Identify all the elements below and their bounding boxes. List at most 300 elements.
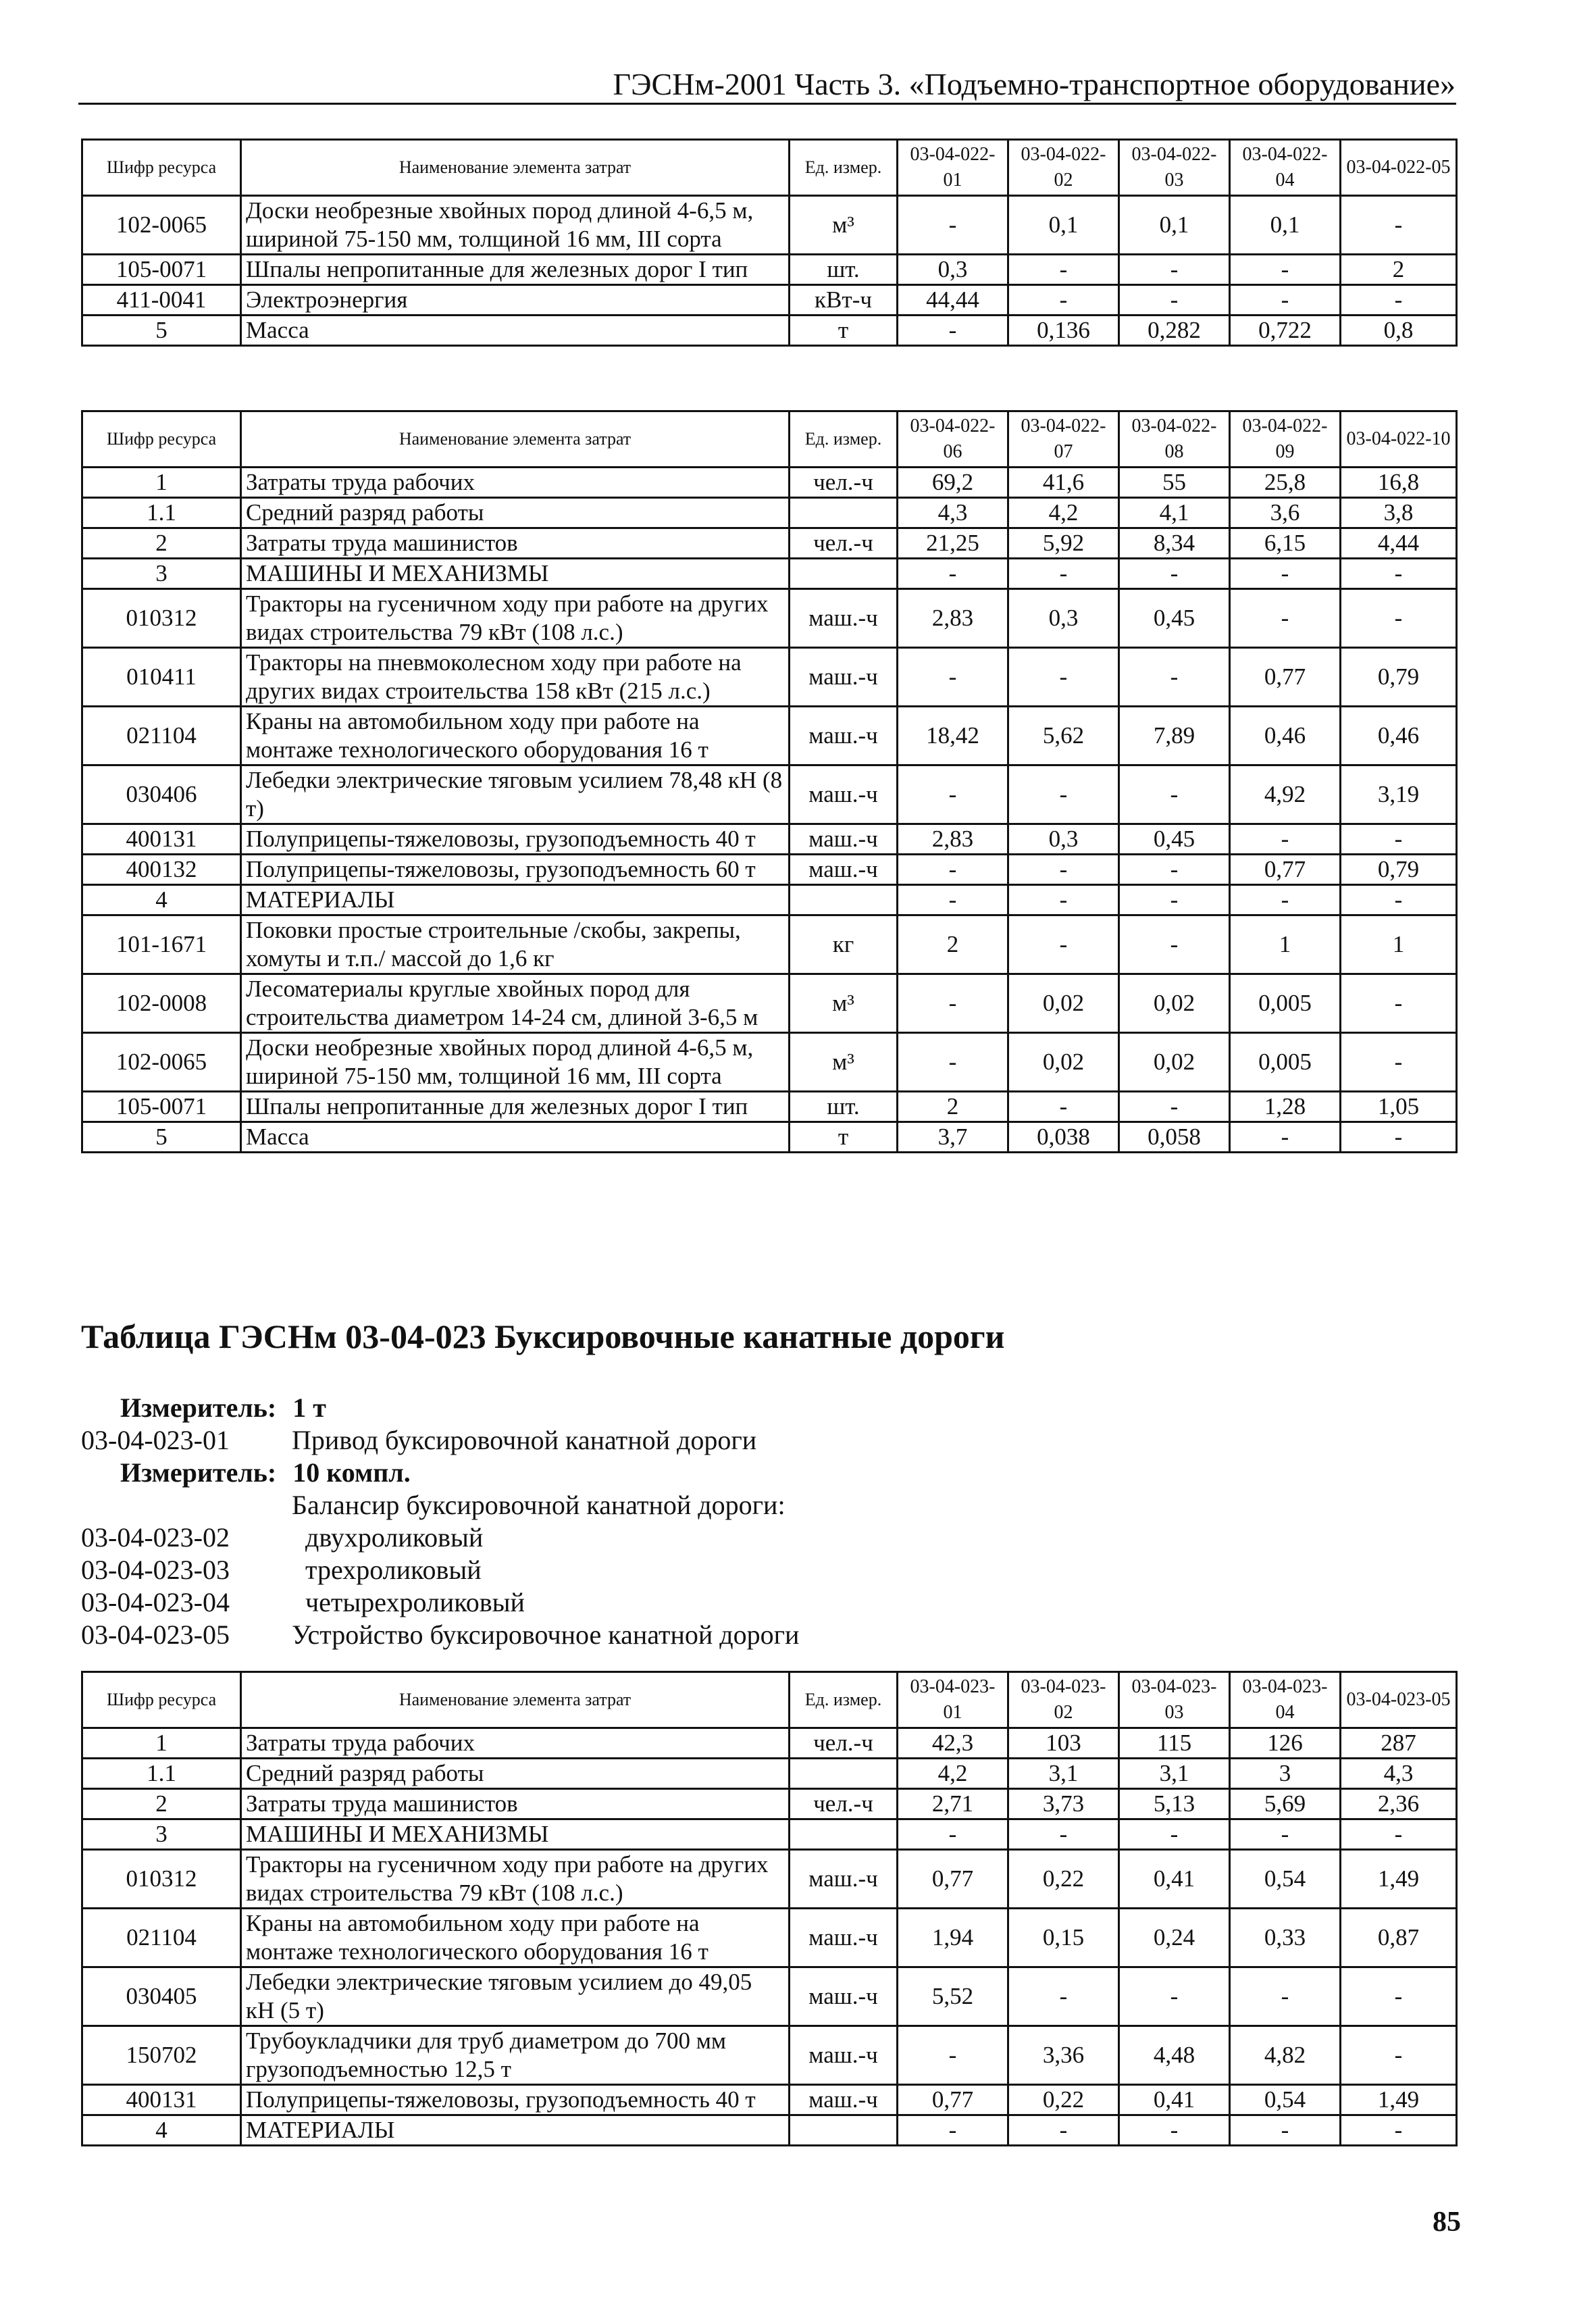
resource-name: Трубоукладчики для труб диаметром до 700 мм грузоподъемностью 12,5 т	[241, 2026, 790, 2085]
unit-header: Ед. измер.	[790, 411, 898, 468]
table-row	[82, 1759, 1457, 1789]
resource-value: 0,22	[1008, 1850, 1119, 1909]
resource-unit: маш.-ч	[790, 765, 898, 824]
resource-value: -	[1341, 1967, 1457, 2026]
item-code-2: 03-04-023-02	[81, 1522, 230, 1553]
resource-unit: маш.-ч	[790, 1850, 898, 1909]
resource-value: 1,49	[1341, 2085, 1457, 2115]
resource-value: -	[1341, 2026, 1457, 2085]
resource-value: 4,48	[1119, 2026, 1230, 2085]
resource-value: 41,6	[1008, 468, 1119, 498]
resource-value: 4,44	[1341, 528, 1457, 559]
resource-value: 18,42	[898, 707, 1008, 765]
resource-value: 3,7	[898, 1122, 1008, 1153]
resource-value: -	[898, 559, 1008, 589]
resource-value: 0,87	[1341, 1909, 1457, 1967]
norm-code-header: 03-04-023-04	[1230, 1672, 1341, 1728]
resource-code: 102-0008	[82, 974, 241, 1033]
resource-value: -	[1008, 855, 1119, 885]
resource-value: 0,722	[1230, 316, 1341, 346]
resource-code: 021104	[82, 1909, 241, 1967]
name-header: Наименование элемента затрат	[241, 140, 790, 196]
resource-code: 411-0041	[82, 285, 241, 316]
group-text: Балансир буксировочной канатной дороги:	[292, 1490, 786, 1520]
resource-value: -	[1341, 1122, 1457, 1153]
resource-name: Затраты труда машинистов	[241, 1789, 790, 1819]
resource-value: -	[1008, 255, 1119, 285]
resource-value: 3,6	[1230, 498, 1341, 528]
resource-value: -	[898, 196, 1008, 255]
resource-value: -	[1119, 2115, 1230, 2146]
resource-value: -	[1230, 2115, 1341, 2146]
table-row	[82, 468, 1457, 498]
resource-code: 010312	[82, 589, 241, 648]
resource-unit	[790, 1759, 898, 1789]
table-row	[82, 2085, 1457, 2115]
resource-value: -	[1341, 1819, 1457, 1850]
resource-value: 0,136	[1008, 316, 1119, 346]
resource-name: Полуприцепы-тяжеловозы, грузоподъемность 40 т	[241, 2085, 790, 2115]
resource-code: 105-0071	[82, 255, 241, 285]
resource-value: 0,1	[1008, 196, 1119, 255]
header-rule	[78, 103, 1456, 105]
resource-value: 0,3	[1008, 824, 1119, 855]
resource-name: Затраты труда машинистов	[241, 528, 790, 559]
resource-value: -	[1230, 589, 1341, 648]
resource-name: Шпалы непропитанные для железных дорог I тип	[241, 255, 790, 285]
unit-header: Ед. измер.	[790, 1672, 898, 1728]
resource-value: -	[1341, 285, 1457, 316]
resource-value: 0,46	[1230, 707, 1341, 765]
resource-unit: маш.-ч	[790, 2085, 898, 2115]
resource-code: 400131	[82, 2085, 241, 2115]
resource-name: Доски необрезные хвойных пород длиной 4-6,5 м, шириной 75-150 мм, толщиной 16 мм, III сорта	[241, 1033, 790, 1092]
resource-name: МАТЕРИАЛЫ	[241, 2115, 790, 2146]
norm-code-header: 03-04-022-08	[1119, 411, 1230, 468]
resource-name: Поковки простые строительные /скобы, закрепы, хомуты и т.п./ массой до 1,6 кг	[241, 915, 790, 974]
table-row	[82, 974, 1457, 1033]
resource-unit: маш.-ч	[790, 648, 898, 707]
resource-code: 4	[82, 2115, 241, 2146]
resource-unit: т	[790, 316, 898, 346]
norm-code-header: 03-04-022-07	[1008, 411, 1119, 468]
resource-value: -	[898, 855, 1008, 885]
resource-code: 150702	[82, 2026, 241, 2085]
resource-value: 115	[1119, 1728, 1230, 1759]
resource-value: -	[1230, 285, 1341, 316]
resource-value: 42,3	[898, 1728, 1008, 1759]
resource-value: 2,83	[898, 824, 1008, 855]
resource-value: 0,02	[1008, 974, 1119, 1033]
table-row	[82, 765, 1457, 824]
resource-code: 030405	[82, 1967, 241, 2026]
resource-value: -	[898, 1819, 1008, 1850]
table-row	[82, 1850, 1457, 1909]
resource-value: 0,33	[1230, 1909, 1341, 1967]
resource-unit: чел.-ч	[790, 468, 898, 498]
resource-value: -	[1230, 1122, 1341, 1153]
table-row	[82, 915, 1457, 974]
resource-name: Затраты труда рабочих	[241, 468, 790, 498]
resource-value: -	[1341, 1033, 1457, 1092]
table-row	[82, 1122, 1457, 1153]
resource-value: 3,8	[1341, 498, 1457, 528]
resource-code: 4	[82, 885, 241, 915]
resource-value: -	[1008, 559, 1119, 589]
resource-value: -	[1008, 885, 1119, 915]
resource-value: 0,058	[1119, 1122, 1230, 1153]
resource-value: -	[1119, 648, 1230, 707]
resource-unit: шт.	[790, 1092, 898, 1122]
resource-value: 126	[1230, 1728, 1341, 1759]
resource-value: 4,3	[898, 498, 1008, 528]
resource-value: 1	[1230, 915, 1341, 974]
norm-code-header: 03-04-023-01	[898, 1672, 1008, 1728]
resource-value: 5,62	[1008, 707, 1119, 765]
name-header: Наименование элемента затрат	[241, 1672, 790, 1728]
resource-value: -	[898, 2115, 1008, 2146]
resource-code: 021104	[82, 707, 241, 765]
resource-unit: шт.	[790, 255, 898, 285]
resource-value: 0,005	[1230, 1033, 1341, 1092]
resource-value: -	[1119, 1819, 1230, 1850]
section-title: Таблица ГЭСНм 03-04-023 Буксировочные канатные дороги	[81, 1317, 1005, 1355]
resource-unit: кВт-ч	[790, 285, 898, 316]
resource-value: 2	[1341, 255, 1457, 285]
resource-value: 0,77	[1230, 648, 1341, 707]
resource-unit: маш.-ч	[790, 855, 898, 885]
resource-value: 5,52	[898, 1967, 1008, 2026]
resource-value: -	[1119, 765, 1230, 824]
resource-code: 400131	[82, 824, 241, 855]
resource-value: -	[1119, 855, 1230, 885]
resource-value: 1	[1341, 915, 1457, 974]
resource-value: 0,038	[1008, 1122, 1119, 1153]
resource-name: Средний разряд работы	[241, 1759, 790, 1789]
resource-value: 103	[1008, 1728, 1119, 1759]
resource-unit	[790, 2115, 898, 2146]
norm-code-header: 03-04-023-02	[1008, 1672, 1119, 1728]
resource-value: 4,2	[1008, 498, 1119, 528]
resource-name: Полуприцепы-тяжеловозы, грузоподъемность 40 т	[241, 824, 790, 855]
resource-name: Затраты труда рабочих	[241, 1728, 790, 1759]
resource-value: 3,19	[1341, 765, 1457, 824]
resource-value: 0,02	[1119, 1033, 1230, 1092]
resource-value: -	[1230, 559, 1341, 589]
resource-name: МАШИНЫ И МЕХАНИЗМЫ	[241, 1819, 790, 1850]
resource-value: 16,8	[1341, 468, 1457, 498]
resource-code: 010411	[82, 648, 241, 707]
resource-value: -	[1008, 648, 1119, 707]
resource-value: 0,282	[1119, 316, 1230, 346]
resource-code: 5	[82, 316, 241, 346]
resource-unit: м³	[790, 1033, 898, 1092]
resource-unit: маш.-ч	[790, 707, 898, 765]
resource-value: 4,3	[1341, 1759, 1457, 1789]
name-header: Наименование элемента затрат	[241, 411, 790, 468]
resource-value: 0,41	[1119, 2085, 1230, 2115]
norm-code-header: 03-04-023-03	[1119, 1672, 1230, 1728]
norm-code-header: 03-04-022-06	[898, 411, 1008, 468]
item-text-5: Устройство буксировочное канатной дороги	[292, 1619, 800, 1650]
resource-value: -	[1341, 196, 1457, 255]
resource-value: 4,92	[1230, 765, 1341, 824]
resource-name: Электроэнергия	[241, 285, 790, 316]
resource-code: 2	[82, 1789, 241, 1819]
resource-value: -	[898, 765, 1008, 824]
resource-value: 0,02	[1008, 1033, 1119, 1092]
resource-name: МАТЕРИАЛЫ	[241, 885, 790, 915]
resource-name: Доски необрезные хвойных пород длиной 4-6,5 м, шириной 75-150 мм, толщиной 16 мм, III сорта	[241, 196, 790, 255]
table-row	[82, 2115, 1457, 2146]
resource-value: 55	[1119, 468, 1230, 498]
norm-code-header: 03-04-022-01	[898, 140, 1008, 196]
resource-value: -	[1119, 885, 1230, 915]
resource-name: Лесоматериалы круглые хвойных пород для строительства диаметром 14-24 см, длиной 3-6,5 м	[241, 974, 790, 1033]
resource-name: Краны на автомобильном ходу при работе на монтаже технологического оборудования 16 т	[241, 1909, 790, 1967]
resource-value: -	[1119, 915, 1230, 974]
resource-code: 400132	[82, 855, 241, 885]
resource-value: -	[1119, 255, 1230, 285]
table-row	[82, 648, 1457, 707]
resource-value: 0,8	[1341, 316, 1457, 346]
resource-value: 69,2	[898, 468, 1008, 498]
resource-name: Тракторы на гусеничном ходу при работе на других видах строительства 79 кВт (108 л.с.)	[241, 1850, 790, 1909]
resource-value: 3,73	[1008, 1789, 1119, 1819]
resource-value: -	[1119, 285, 1230, 316]
table-row	[82, 1819, 1457, 1850]
resource-table-1	[81, 139, 1458, 347]
table-row	[82, 255, 1457, 285]
resource-name: Лебедки электрические тяговым усилием до 49,05 кН (5 т)	[241, 1967, 790, 2026]
resource-code: 030406	[82, 765, 241, 824]
resource-unit	[790, 498, 898, 528]
norm-code-header: 03-04-022-02	[1008, 140, 1119, 196]
resource-value: 0,3	[898, 255, 1008, 285]
item-code-1: 03-04-023-01	[81, 1425, 230, 1455]
resource-value: 0,79	[1341, 648, 1457, 707]
resource-value: -	[1008, 285, 1119, 316]
norm-code-header: 03-04-022-05	[1341, 140, 1457, 196]
table-row	[82, 528, 1457, 559]
resource-code: 1	[82, 468, 241, 498]
resource-value: -	[1008, 1092, 1119, 1122]
item-text-2: двухроликовый	[305, 1522, 484, 1553]
table-row	[82, 1789, 1457, 1819]
resource-value: 5,92	[1008, 528, 1119, 559]
resource-value: 25,8	[1230, 468, 1341, 498]
norm-code-header: 03-04-023-05	[1341, 1672, 1457, 1728]
resource-value: 0,02	[1119, 974, 1230, 1033]
measure-1-value: 1 т	[292, 1392, 326, 1423]
table-row	[82, 316, 1457, 346]
table-row	[82, 1092, 1457, 1122]
resource-value: 4,2	[898, 1759, 1008, 1789]
resource-name: Тракторы на гусеничном ходу при работе на других видах строительства 79 кВт (108 л.с.)	[241, 589, 790, 648]
resource-value: 0,54	[1230, 2085, 1341, 2115]
resource-unit: маш.-ч	[790, 824, 898, 855]
resource-value: 0,41	[1119, 1850, 1230, 1909]
resource-value: -	[898, 1033, 1008, 1092]
resource-value: -	[1230, 1819, 1341, 1850]
resource-value: -	[1230, 255, 1341, 285]
table-row	[82, 1967, 1457, 2026]
item-text-1: Привод буксировочной канатной дороги	[292, 1425, 757, 1455]
table-row	[82, 1909, 1457, 1967]
resource-value: -	[898, 648, 1008, 707]
table-row	[82, 1033, 1457, 1092]
norm-code-header: 03-04-022-10	[1341, 411, 1457, 468]
resource-value: 21,25	[898, 528, 1008, 559]
resource-value: -	[1008, 915, 1119, 974]
resource-name: Средний разряд работы	[241, 498, 790, 528]
cipher-header: Шифр ресурса	[82, 140, 241, 196]
resource-code: 1.1	[82, 1759, 241, 1789]
resource-value: 0,1	[1230, 196, 1341, 255]
resource-value: -	[1119, 1967, 1230, 2026]
resource-value: -	[1008, 765, 1119, 824]
table-row	[82, 855, 1457, 885]
item-code-4: 03-04-023-04	[81, 1587, 230, 1617]
resource-value: 2,36	[1341, 1789, 1457, 1819]
resource-name: Лебедки электрические тяговым усилием 78,48 кН (8 т)	[241, 765, 790, 824]
norm-code-header: 03-04-022-03	[1119, 140, 1230, 196]
resource-value: -	[1341, 559, 1457, 589]
resource-name: Масса	[241, 316, 790, 346]
resource-value: 3,1	[1008, 1759, 1119, 1789]
table-row	[82, 589, 1457, 648]
resource-value: 0,1	[1119, 196, 1230, 255]
page-number: 85	[1433, 2207, 1461, 2238]
resource-value: 0,77	[898, 2085, 1008, 2115]
table-row	[82, 498, 1457, 528]
resource-code: 102-0065	[82, 1033, 241, 1092]
resource-value: -	[1008, 1819, 1119, 1850]
resource-code: 3	[82, 1819, 241, 1850]
resource-value: -	[1341, 589, 1457, 648]
resource-table-2	[81, 410, 1458, 1153]
resource-table-3	[81, 1671, 1458, 2146]
table-row	[82, 285, 1457, 316]
measure-2-label: Измеритель:	[120, 1457, 277, 1488]
measure-2-value: 10 компл.	[292, 1457, 411, 1488]
table-row	[82, 1728, 1457, 1759]
resource-value: 6,15	[1230, 528, 1341, 559]
resource-value: 8,34	[1119, 528, 1230, 559]
resource-value: -	[1341, 885, 1457, 915]
resource-value: 0,45	[1119, 589, 1230, 648]
resource-unit	[790, 559, 898, 589]
resource-value: 3	[1230, 1759, 1341, 1789]
resource-value: 1,28	[1230, 1092, 1341, 1122]
resource-value: -	[898, 974, 1008, 1033]
item-code-3: 03-04-023-03	[81, 1555, 230, 1585]
resource-name: Шпалы непропитанные для железных дорог I тип	[241, 1092, 790, 1122]
resource-value: 4,82	[1230, 2026, 1341, 2085]
resource-value: -	[1230, 824, 1341, 855]
resource-unit	[790, 1819, 898, 1850]
resource-unit: кг	[790, 915, 898, 974]
resource-value: 0,15	[1008, 1909, 1119, 1967]
item-text-4: четырехроликовый	[305, 1587, 525, 1617]
resource-value: -	[1341, 824, 1457, 855]
resource-value: 1,05	[1341, 1092, 1457, 1122]
resource-value: 0,46	[1341, 707, 1457, 765]
resource-value: -	[1341, 974, 1457, 1033]
resource-value: 0,77	[898, 1850, 1008, 1909]
table-row	[82, 885, 1457, 915]
resource-unit: чел.-ч	[790, 1789, 898, 1819]
resource-value: 3,36	[1008, 2026, 1119, 2085]
resource-value: 0,3	[1008, 589, 1119, 648]
resource-value: 0,45	[1119, 824, 1230, 855]
resource-value: 7,89	[1119, 707, 1230, 765]
resource-value: 0,005	[1230, 974, 1341, 1033]
unit-header: Ед. измер.	[790, 140, 898, 196]
table-row	[82, 2026, 1457, 2085]
resource-value: 0,79	[1341, 855, 1457, 885]
resource-value: -	[1230, 1967, 1341, 2026]
resource-value: 2,83	[898, 589, 1008, 648]
resource-value: -	[1341, 2115, 1457, 2146]
item-text-3: трехроликовый	[305, 1555, 482, 1585]
resource-value: 287	[1341, 1728, 1457, 1759]
resource-value: -	[898, 2026, 1008, 2085]
resource-name: Краны на автомобильном ходу при работе на монтаже технологического оборудования 16 т	[241, 707, 790, 765]
resource-code: 2	[82, 528, 241, 559]
resource-value: 1,49	[1341, 1850, 1457, 1909]
norm-code-header: 03-04-022-09	[1230, 411, 1341, 468]
resource-value: -	[898, 885, 1008, 915]
resource-unit: т	[790, 1122, 898, 1153]
resource-name: МАШИНЫ И МЕХАНИЗМЫ	[241, 559, 790, 589]
item-code-5: 03-04-023-05	[81, 1619, 230, 1650]
resource-unit: маш.-ч	[790, 589, 898, 648]
cipher-header: Шифр ресурса	[82, 1672, 241, 1728]
resource-name: Полуприцепы-тяжеловозы, грузоподъемность 60 т	[241, 855, 790, 885]
resource-value: 0,54	[1230, 1850, 1341, 1909]
resource-unit: маш.-ч	[790, 1967, 898, 2026]
resource-code: 101-1671	[82, 915, 241, 974]
table-row	[82, 559, 1457, 589]
resource-unit	[790, 885, 898, 915]
page-header: ГЭСНм-2001 Часть 3. «Подъемно-транспортное оборудование»	[613, 67, 1456, 101]
resource-value: 0,77	[1230, 855, 1341, 885]
cipher-header: Шифр ресурса	[82, 411, 241, 468]
resource-value: -	[898, 316, 1008, 346]
resource-value: 3,1	[1119, 1759, 1230, 1789]
resource-value: -	[1230, 885, 1341, 915]
resource-value: -	[1008, 1967, 1119, 2026]
measure-2	[120, 1457, 411, 1489]
resource-value: 2,71	[898, 1789, 1008, 1819]
resource-value: -	[1008, 2115, 1119, 2146]
measure-1-label: Измеритель:	[120, 1392, 277, 1423]
resource-code: 105-0071	[82, 1092, 241, 1122]
resource-unit: м³	[790, 196, 898, 255]
resource-value: 1,94	[898, 1909, 1008, 1967]
resource-unit: маш.-ч	[790, 2026, 898, 2085]
resource-value: 2	[898, 1092, 1008, 1122]
resource-unit: чел.-ч	[790, 1728, 898, 1759]
resource-name: Масса	[241, 1122, 790, 1153]
resource-unit: маш.-ч	[790, 1909, 898, 1967]
resource-value: 4,1	[1119, 498, 1230, 528]
resource-value: 0,24	[1119, 1909, 1230, 1967]
resource-value: 0,22	[1008, 2085, 1119, 2115]
resource-code: 102-0065	[82, 196, 241, 255]
resource-code: 5	[82, 1122, 241, 1153]
